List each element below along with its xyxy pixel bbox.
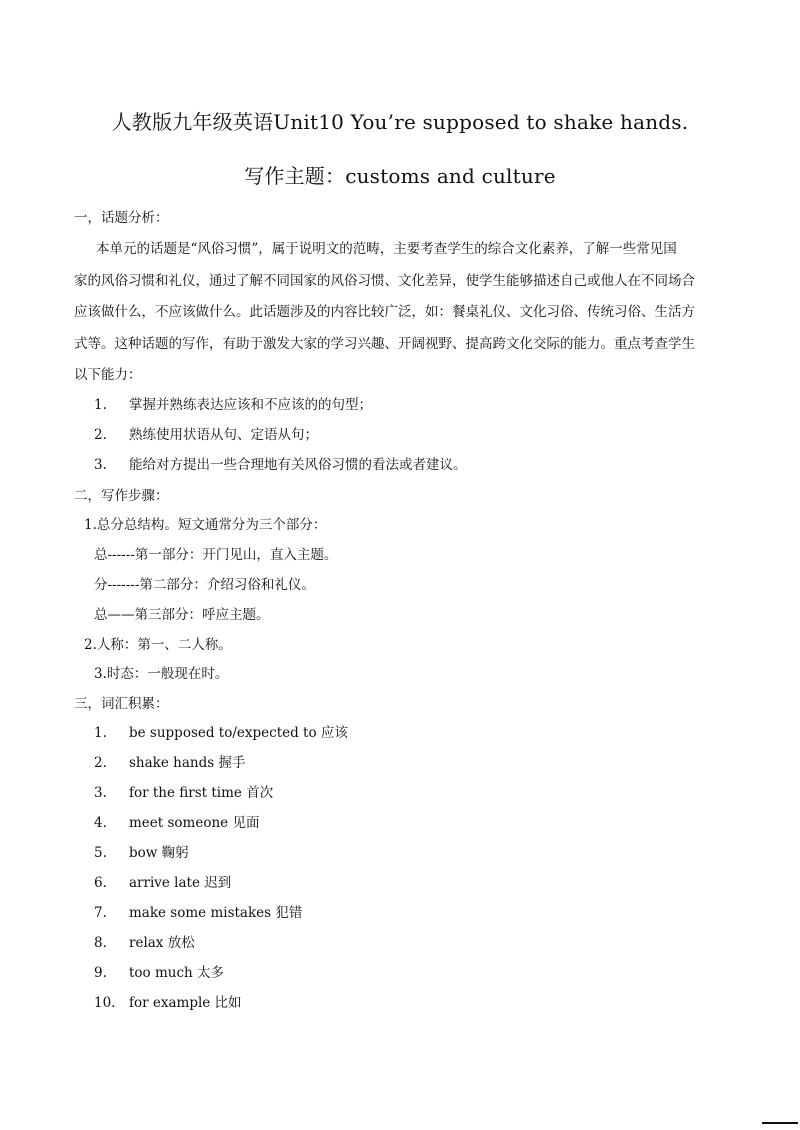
vocab-item-number: 1. bbox=[94, 725, 107, 741]
vocab-item-number: 7. bbox=[94, 905, 107, 921]
document-subtitle: 写作主题：customs and culture bbox=[244, 164, 556, 188]
vocab-item-number: 10. bbox=[94, 995, 116, 1011]
writing-step-line: 1.总分总结构。短文通常分为三个部分： bbox=[84, 517, 327, 533]
section-heading-topic-analysis: 一，话题分析： bbox=[74, 210, 169, 226]
vocab-item-number: 9. bbox=[94, 965, 107, 981]
document-title: 人教版九年级英语Unit10 You’re supposed to shake hands. bbox=[111, 110, 689, 134]
ability-item-text: 能给对方提出一些合理地有关风俗习惯的看法或者建议。 bbox=[129, 457, 467, 473]
vocab-item-text: for the first time 首次 bbox=[129, 785, 274, 801]
vocab-item-number: 8. bbox=[94, 935, 107, 951]
ability-item-number: 2. bbox=[94, 427, 107, 443]
vocab-item-number: 4. bbox=[94, 815, 107, 831]
vocab-item-number: 2. bbox=[94, 755, 107, 771]
writing-step-line: 分-------第二部分：介绍习俗和礼仪。 bbox=[94, 577, 315, 593]
vocab-item-text: arrive late 迟到 bbox=[129, 875, 232, 891]
vocab-item-text: relax 放松 bbox=[129, 935, 195, 951]
section-heading-vocabulary: 三，词汇积累： bbox=[74, 696, 169, 712]
vocab-item-text: meet someone 见面 bbox=[129, 815, 260, 831]
section-heading-writing-steps: 二，写作步骤： bbox=[74, 488, 169, 504]
ability-item-number: 3. bbox=[94, 457, 107, 473]
vocab-item-text: for example 比如 bbox=[129, 995, 242, 1011]
ability-item-text: 掌握并熟练表达应该和不应该的的句型； bbox=[129, 397, 372, 413]
paragraph-line: 家的风俗习惯和礼仪，通过了解不同国家的风俗习惯、文化差异，使学生能够描述自己或他人在不同场合 bbox=[74, 272, 695, 289]
vocab-item-number: 3. bbox=[94, 785, 107, 801]
paragraph-line: 式等。这种话题的写作，有助于激发大家的学习兴趣、开阔视野、提高跨文化交际的能力。重点考查学生 bbox=[74, 335, 695, 352]
vocab-item-text: too much 太多 bbox=[129, 965, 225, 981]
vocab-item-text: be supposed to/expected to 应该 bbox=[129, 725, 348, 741]
vocab-item-text: make some mistakes 犯错 bbox=[129, 905, 303, 921]
writing-step-line: 总------第一部分：开门见山，直入主题。 bbox=[94, 547, 338, 563]
vocab-item-text: bow 鞠躬 bbox=[129, 845, 189, 861]
writing-step-line: 2.人称：第一、二人称。 bbox=[84, 637, 232, 653]
footer-rule bbox=[762, 1122, 798, 1124]
ability-item-number: 1. bbox=[94, 397, 107, 413]
vocab-item-text: shake hands 握手 bbox=[129, 755, 246, 771]
writing-step-line: 3.时态：一般现在时。 bbox=[94, 666, 229, 682]
vocab-item-number: 6. bbox=[94, 875, 107, 891]
paragraph-line: 以下能力： bbox=[74, 367, 142, 383]
paragraph-line: 本单元的话题是“风俗习惯”，属于说明文的范畴，主要考查学生的综合文化素养，了解一些常见国 bbox=[96, 241, 677, 257]
writing-step-line: 总——第三部分：呼应主题。 bbox=[94, 607, 270, 623]
paragraph-line: 应该做什么，不应该做什么。此话题涉及的内容比较广泛，如：餐桌礼仪、文化习俗、传统习俗、生活方 bbox=[74, 304, 695, 320]
ability-item-text: 熟练使用状语从句、定语从句； bbox=[129, 427, 318, 443]
vocab-item-number: 5. bbox=[94, 845, 107, 861]
topic-analysis-paragraph bbox=[74, 234, 730, 392]
